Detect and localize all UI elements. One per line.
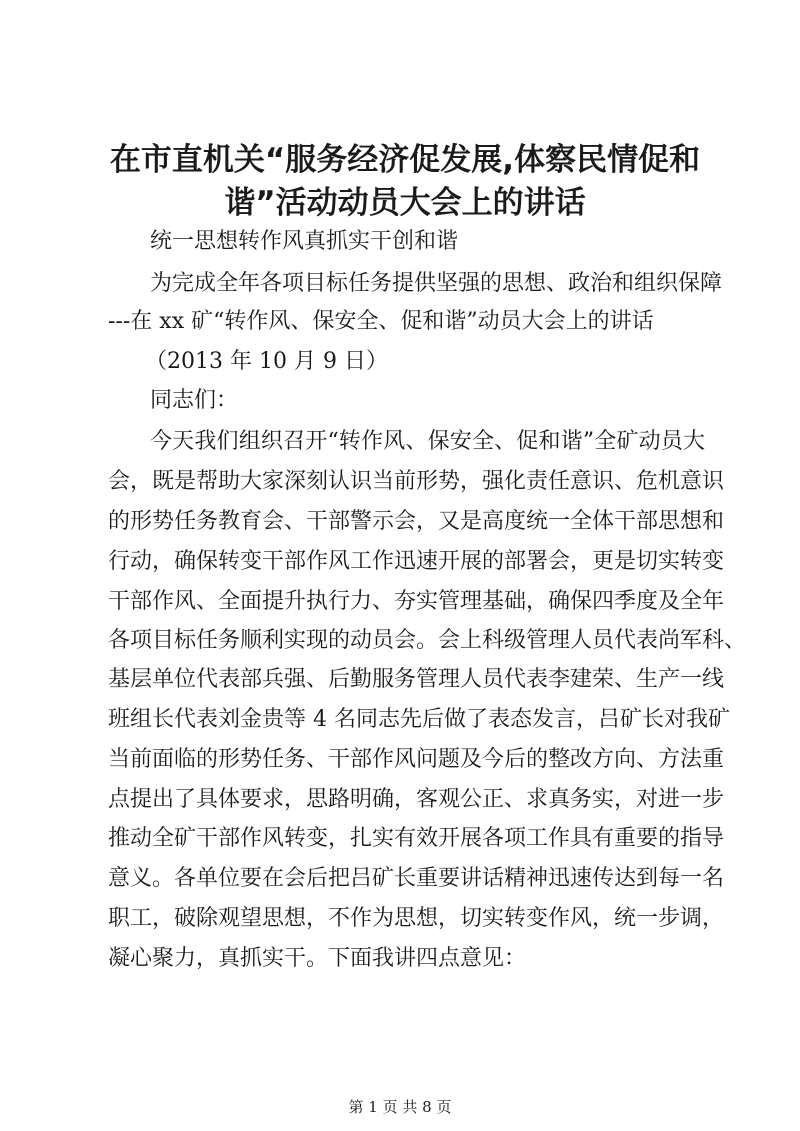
body-line: 推动全矿干部作风转变，扎实有效开展各项工作具有重要的指导 bbox=[108, 826, 725, 851]
body-line: 基层单位代表部兵强、后勤服务管理人员代表李建荣、生产一线 bbox=[108, 667, 725, 692]
body-line: 各项目标任务顺利实现的动员会。会上科级管理人员代表尚军科、 bbox=[108, 628, 747, 653]
document-title-line-1: 在市直机关“服务经济促发展,体察民情促和 bbox=[109, 142, 701, 178]
body-line: 会，既是帮助大家深刻认识当前形势，强化责任意识、危机意识 bbox=[108, 469, 725, 494]
page-number-footer: 第 1 页 共 8 页 bbox=[348, 1098, 452, 1116]
body-line: 干部作风、全面提升执行力、夯实管理基础，确保四季度及全年 bbox=[108, 589, 725, 614]
body-line: 意义。各单位要在会后把吕矿长重要讲话精神迅速传达到每一名 bbox=[108, 866, 725, 891]
date: （2013 年 10 月 9 日） bbox=[145, 349, 388, 374]
body-line: 今天我们组织召开“转作风、保安全、促和谐”全矿动员大 bbox=[150, 429, 705, 454]
body-line: 凝心聚力，真抓实干。下面我讲四点意见： bbox=[108, 946, 527, 971]
subtitle: 统一思想转作风真抓实干创和谐 bbox=[150, 229, 459, 254]
body-line: 职工，破除观望思想，不作为思想，切实转变作风，统一步调， bbox=[108, 906, 725, 931]
heading-line-2: ---在 xx 矿“转作风、保安全、促和谐”动员大会上的讲话 bbox=[108, 309, 654, 334]
body-line: 的形势任务教育会、干部警示会，又是高度统一全体干部思想和 bbox=[108, 509, 725, 534]
body-line: 当前面临的形势任务、干部作风问题及今后的整改方向、方法重 bbox=[108, 747, 725, 772]
document-title-line-2: 谐”活动动员大会上的讲话 bbox=[224, 185, 586, 221]
body-line: 行动，确保转变干部作风工作迅速开展的部署会，更是切实转变 bbox=[108, 549, 725, 574]
salutation: 同志们： bbox=[150, 388, 239, 413]
body-line: 班组长代表刘金贵等 4 名同志先后做了表态发言，吕矿长对我矿 bbox=[108, 707, 730, 732]
body-line: 点提出了具体要求，思路明确，客观公正、求真务实，对进一步 bbox=[108, 787, 725, 812]
heading-line-1: 为完成全年各项目标任务提供坚强的思想、政治和组织保障 bbox=[150, 271, 723, 296]
